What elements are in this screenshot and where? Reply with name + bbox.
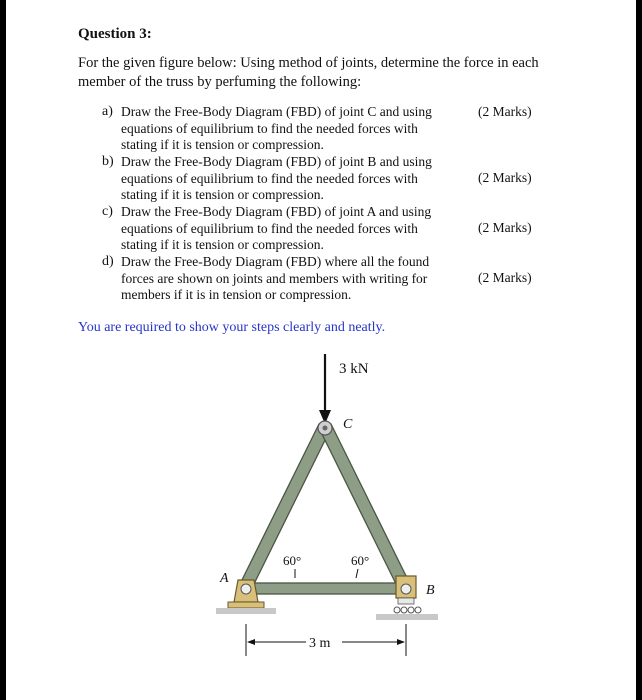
part-b	[102, 154, 572, 204]
joint-c-label: C	[343, 417, 353, 432]
load-label: 3 kN	[339, 361, 369, 377]
member-ab	[246, 583, 406, 594]
load-arrow	[319, 354, 331, 424]
truss-figure	[6, 340, 636, 700]
question-parts-list	[102, 104, 572, 304]
part-text: Draw the Free-Body Diagram (FBD) of joint B and using equations of equilibrium to find the needed forces with stating if it is tension or compression.	[121, 154, 432, 202]
joint-a-label: A	[220, 571, 229, 586]
joint-b-label: B	[426, 583, 435, 598]
part-a	[102, 104, 572, 154]
part-c	[102, 204, 572, 254]
part-text: Draw the Free-Body Diagram (FBD) of joint A and using equations of equilibrium to find the needed forces with stating if it is tension or compression.	[121, 204, 432, 252]
span-label: 3 m	[309, 636, 331, 651]
part-marks: (2 Marks)	[478, 270, 532, 285]
document-page	[6, 0, 636, 700]
part-marks: (2 Marks)	[478, 104, 532, 119]
part-text: Draw the Free-Body Diagram (FBD) of joint C and using equations of equilibrium to find the needed forces with stating if it is tension or compression.	[121, 104, 432, 152]
required-note: You are required to show your steps clearly and neatly.	[78, 320, 386, 335]
part-letter: b)	[102, 154, 114, 169]
part-text: Draw the Free-Body Diagram (FBD) where all the found forces are shown on joints and members with writing for members if it is in tension or compression.	[121, 254, 430, 302]
part-letter: a)	[102, 104, 113, 119]
question-intro: For the given figure below: Using method of joints, determine the force in each member of the truss by perfuming the following:	[78, 55, 539, 90]
part-d	[102, 254, 572, 304]
part-marks: (2 Marks)	[478, 170, 532, 185]
part-letter: c)	[102, 204, 113, 219]
part-letter: d)	[102, 254, 114, 269]
question-title: Question 3:	[78, 26, 152, 42]
angle-left-label: 60°	[283, 553, 302, 568]
part-marks: (2 Marks)	[478, 220, 532, 235]
angle-right-label: 60°	[351, 553, 370, 568]
